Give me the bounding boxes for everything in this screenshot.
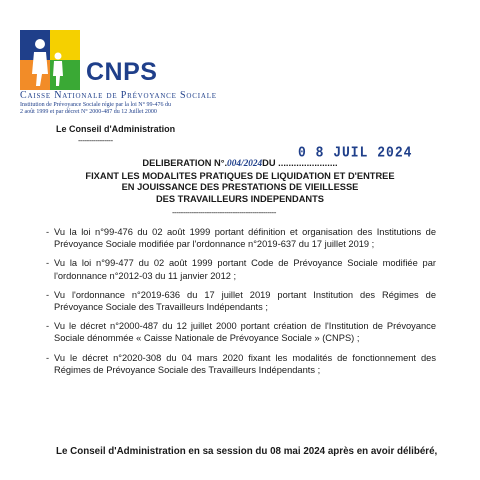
visa-item: - Vu la loi n°99-477 du 02 août 1999 portant Code de Prévoyance Sociale modifiée par l'ordonnance n°2012-03 du 11 janvier 2012 ; (46, 257, 436, 281)
organization-subtitle-line: 2 août 1999 et par décret N° 2000-487 du 12 Juillet 2000 (20, 109, 157, 115)
title-suffix: DU ....................... (262, 158, 338, 168)
organization-subtitle-line: Institution de Prévoyance Sociale régie par la loi N° 99-476 du (20, 102, 172, 108)
cnps-logo (20, 30, 240, 122)
visa-item: - Vu le décret n°2000-487 du 12 juillet 2000 portant création de l'Institution de Prévoyance Sociale dénommée « Caisse Nationale de Prévoyance Sociale » (CNPS) ; (46, 320, 436, 344)
visa-item: - Vu l'ordonnance n°2019-636 du 17 juillet 2019 portant Institution des Régimes de Prévoyance Sociale des Travailleurs Indépendants ; (46, 289, 436, 313)
logo-wordmark: CNPS (86, 58, 158, 86)
visa-item: - Vu la loi n°99-476 du 02 août 1999 portant définition et organisation des Institutions de Prévoyance Sociale modifiée par l'ordonnance n°2019-637 du 17 juillet 2019 ; (46, 226, 436, 250)
deliberation-number: 004/2024 (227, 159, 263, 169)
organization-name: Caisse Nationale de Prévoyance Sociale (20, 90, 217, 101)
closing-statement: Le Conseil d'Administration en sa session du 08 mai 2024 après en avoir délibéré, (56, 446, 438, 457)
organization-subtitle (20, 102, 240, 116)
title-line-3: EN JOUISSANCE DES PRESTATIONS DE VIEILLESSE (121, 182, 359, 192)
title-line-4: DES TRAVAILLEURS INDEPENDANTS (155, 193, 325, 204)
issuer-label: Le Conseil d'Administration (56, 124, 176, 134)
visa-list (46, 226, 436, 383)
date-stamp: 0 8 JUIL 2024 (298, 144, 413, 161)
issuer-underline: ---------------- (78, 136, 113, 145)
title-line-1 (0, 158, 480, 171)
cnps-emblem-icon (20, 30, 80, 90)
title-prefix: DELIBERATION N°. (142, 158, 228, 168)
title-rule: ------------------------------------------------ (172, 208, 276, 217)
title-line-2: FIXANT LES MODALITES PRATIQUES DE LIQUIDATION ET D'ENTREE (85, 170, 395, 181)
visa-item: - Vu le décret n°2020-308 du 04 mars 2020 fixant les modalités de fonctionnement des Régimes de Prévoyance Sociale des Travailleurs Indépendants ; (46, 352, 436, 376)
deliberation-title (0, 158, 480, 205)
